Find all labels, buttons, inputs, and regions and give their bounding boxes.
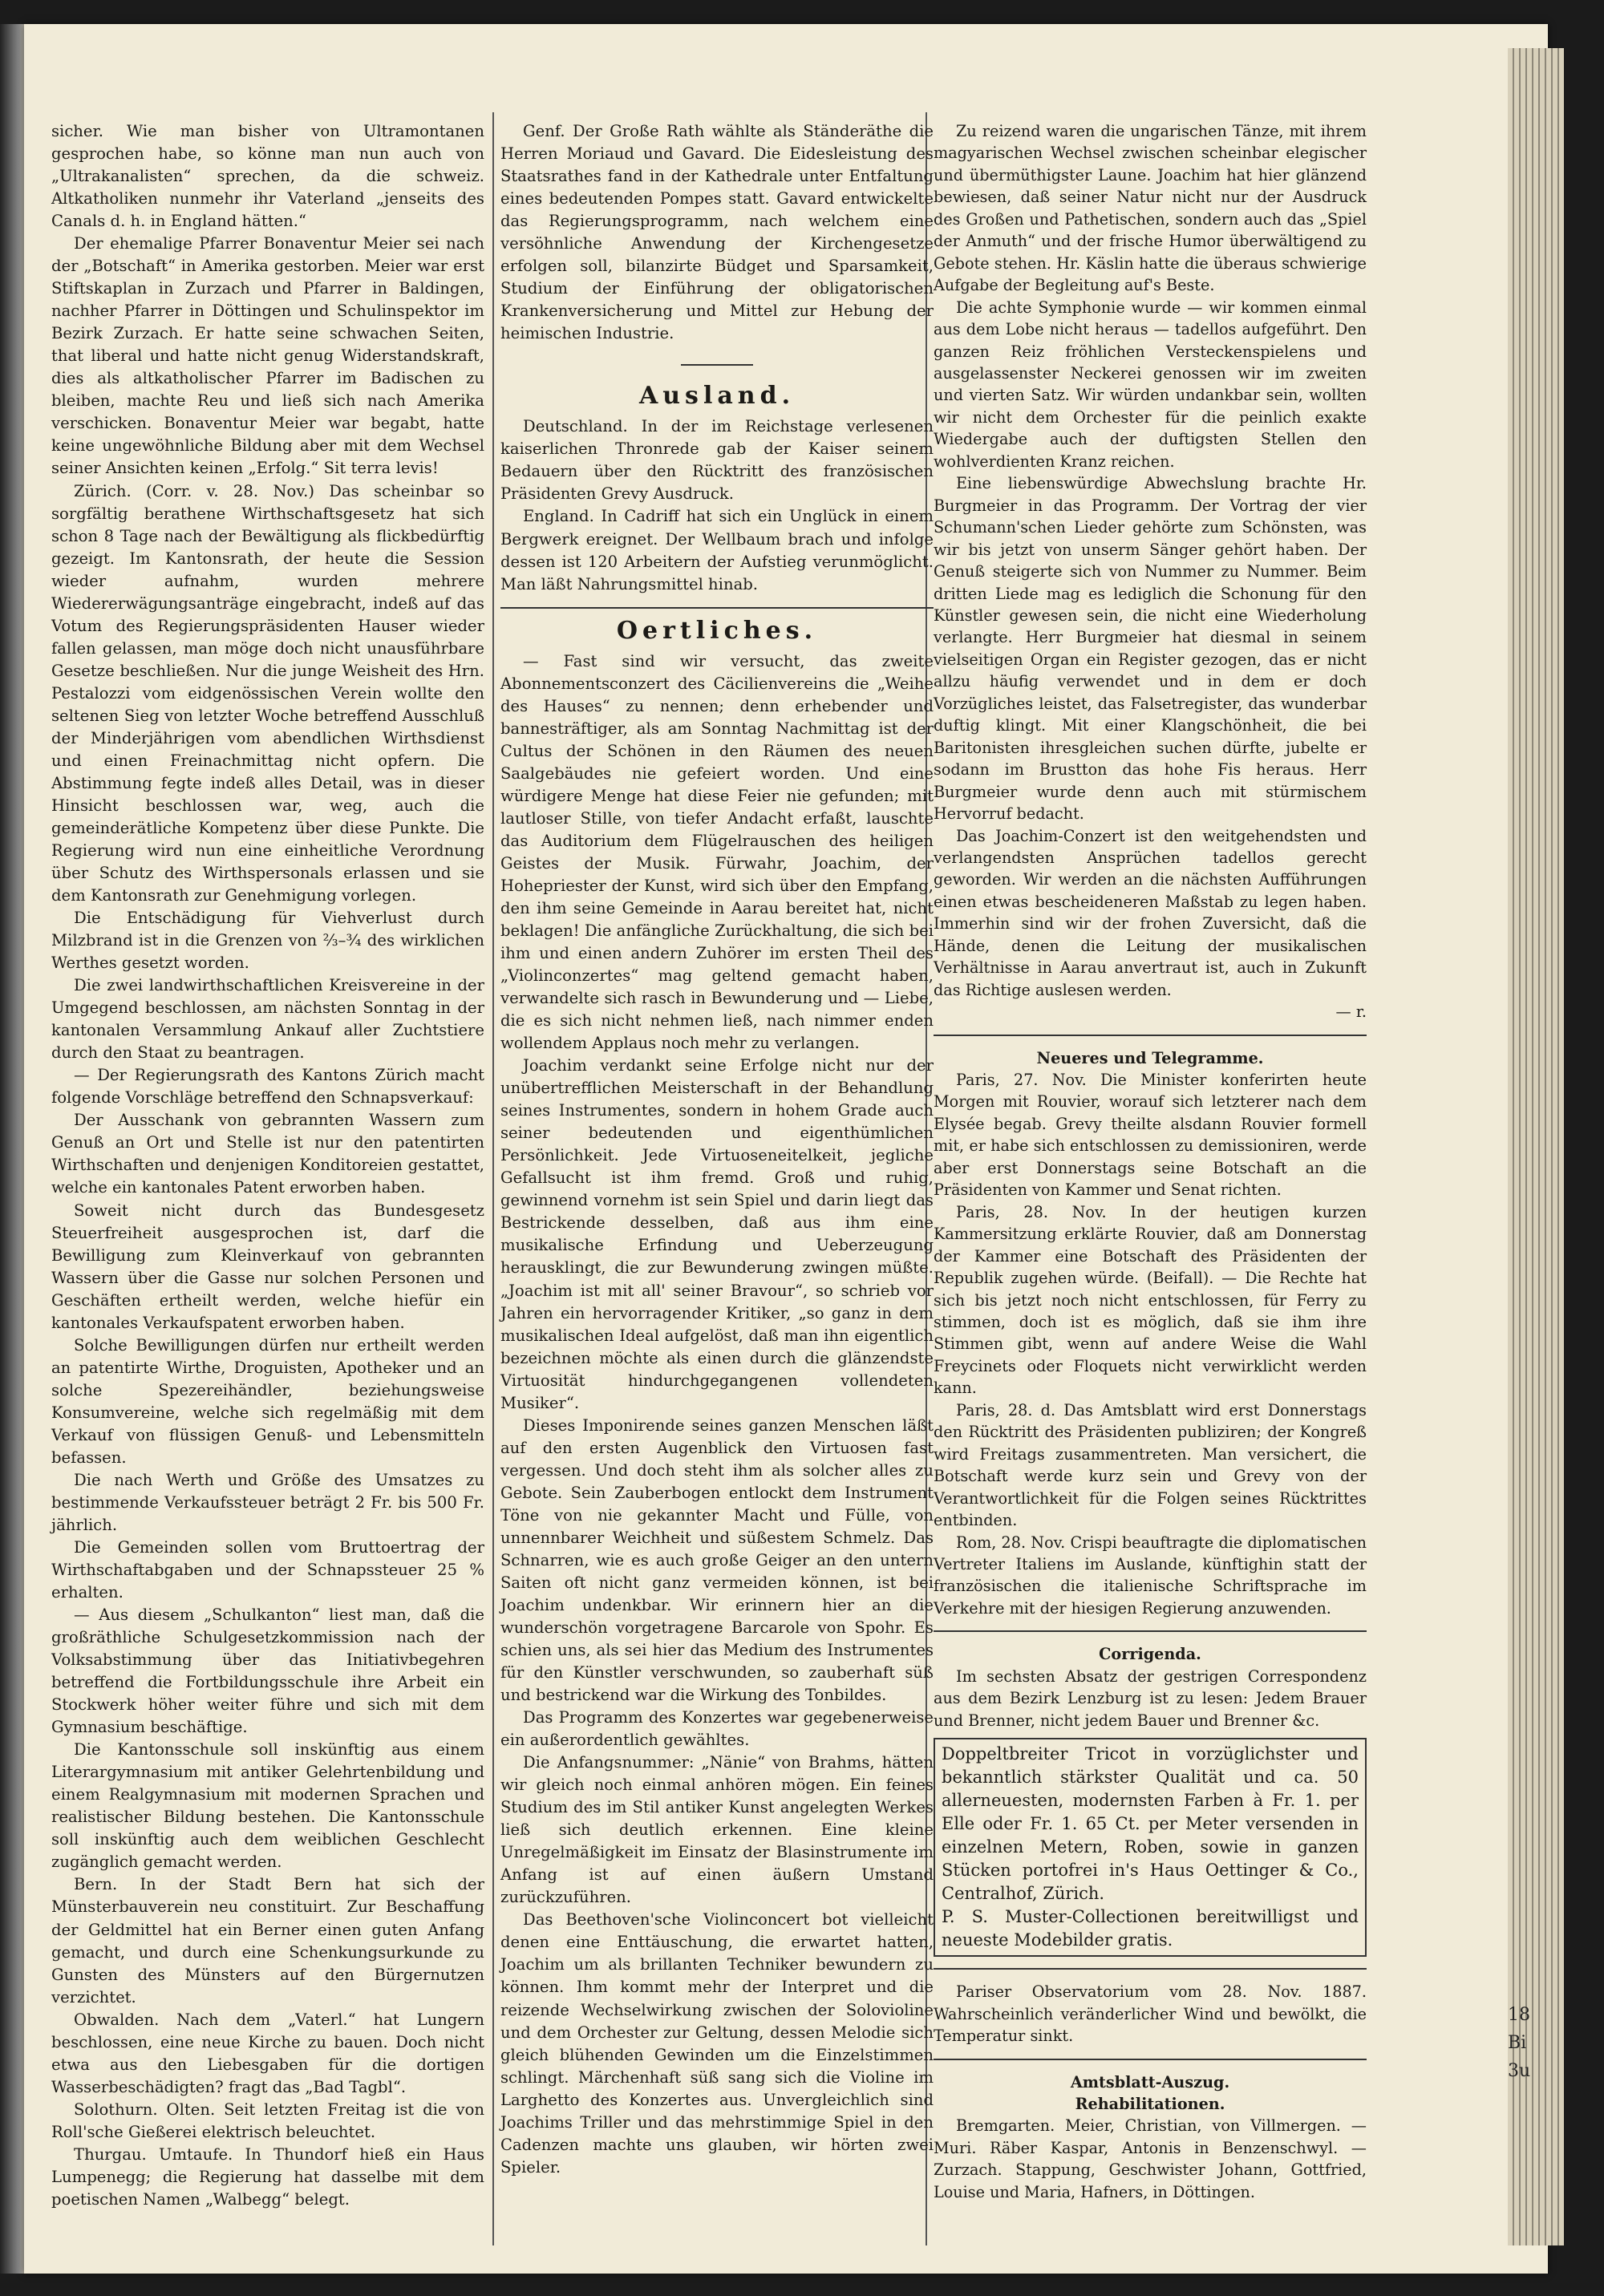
article-thurgau: Thurgau. Umtaufe. In Thundorf hieß ein Haus Lumpenegg; die Regierung hat dasselbe mit dem poetischen Namen „Walbegg“ belegt. [51,2144,484,2209]
article-solothurn: Solothurn. Olten. Seit letzten Freitag ist die von Roll'sche Gießerei elektrisch beleuchtet. [51,2100,484,2141]
page-edges [1508,48,1564,2245]
advertisement-tricot [934,1738,1367,1957]
article-milzbrand: Die Entschädigung für Viehverlust durch Milzbrand ist in die Grenzen von ⅔–¾ des wirklichen Werthes gesetzt worden. [51,909,484,973]
article-joachim-conzert: Das Joachim-Conzert ist den weitgehendsten und verlangendsten Ansprüchen tadellos gerecht geworden. Wir werden an die nächsten Aufführungen einen etwas bescheideneren Maßstab zu legen haben. Immerhin sind wir der frohen Zuversicht, daß die Hände, denen die Leitung der musikalischen Verhältnisse in Aarau anvertraut ist, auch in Zukunft das Richtige auslesen werden. [934,826,1367,999]
article-ausschank: Der Ausschank von gebrannten Wassern zum Genuß an Ort und Stelle ist nur den patentirten Wirthschaften und denjenigen Konditoreien gestattet, welche ein kantonales Patent erworben haben. [51,1111,484,1197]
separator [934,1035,1367,1036]
article-konzert: — Fast sind wir versucht, das zweite Abonnementsconzert des Cäcilienvereins die „Weihe des Hauses“ zu nennen; denn erhebender und bannesträftiger, als am Sonntag Nachmittag ist der Cultus der Schönen in den Räumen des neuen Saalgebäudes nie gefeiert worden. Und eine würdigere Menge hat diese Feier nie gefunden; mit lautloser Stille, von tiefer Andacht erfaßt, lauschte das Auditorium dem Flügelrauschen des heiligen Geistes der Musik. Fürwahr, Joachim, der Hohepriester der Kunst, wird sich über den Empfang, den ihm seine Gemeinde in Aarau bereitet hat, nicht beklagen! Die anfängliche Zurückhaltung, die sich bei ihm und einen andern Zuhörer im ersten Theil des „Violinconzertes“ mag geltend gemacht haben, verwandelte sich rasch in Bewunderung und — Liebe, die es sich nicht nehmen ließ, nach nimmer enden wollendem Applaus noch mehr zu verlangen. [500,651,934,1053]
article-genf: Genf. Der Große Rath wählte als Ständeräthe die Herren Moriaud und Gavard. Die Eidesleistung des Staatsrathes fand in der Kathedrale unter Entfaltung eines bedeutenden Pompes statt. Gavard entwickelte das Regierungsprogramm, nach welchem eine versöhnliche Anwendung der Kirchengesetze erfolgen soll, bilanzirte Büdget und Sparsamkeit, Studium der Einführung der obligatorischen Krankenversicherung und Mittel zur Hebung der heimischen Industrie. [500,122,934,343]
article-bewilligungen: Solche Bewilligungen dürfen nur ertheilt werden an patentirte Wirthe, Droguisten, Apotheker und an solche Spezereihändler, beziehungsweise Konsumvereine, welche sich regelmäßig mit dem Verkauf von flüssigen Genuß- und Lebensmitteln befassen. [51,1335,484,1467]
article-schnapsverkauf: — Der Regierungsrath des Kantons Zürich macht folgende Vorschläge betreffend den Schnapsverkauf: [51,1066,484,1108]
article-kleinverkauf: Soweit nicht durch das Bundesgesetz Steuerfreiheit ausgesprochen ist, darf die Bewilligung zum Kleinverkauf von gebrannten Wassern über die Gasse nur solchen Personen und Geschäften ertheilt werden, welche hiefür ein kantonales Verkaufspatent erworben haben. [51,1201,484,1332]
telegram-paris-27: Paris, 27. Nov. Die Minister konferirten heute Morgen mit Rouvier, worauf sich letzterer nach dem Elysée begab. Grevy theilte alsdann Rouvier formell mit, er habe sich entschlossen zu demissioniren, werde aber erst Donnerstags seine Botschaft an die Präsidenten von Kammer und Senat richten. [934,1071,1367,1200]
article-kreisvereine: Die zwei landwirthschaftlichen Kreisvereine in der Umgegend beschlossen, am nächsten Sonntag in der kantonalen Versammlung Ankauf aller Zuchtstiere durch den Staat zu beantragen. [51,976,484,1063]
separator [500,607,934,609]
separator [934,1968,1367,1970]
separator [934,2059,1367,2060]
article-bern: Bern. In der Stadt Bern hat sich der Münsterbauverein neu constituirt. Zur Beschaffung der Geldmittel hat ein Berner einen guten Anfang gemacht, und durch eine Schenkungsurkunde zu Gunsten des Münsters auf den Bürgernutzen verzichtet. [51,1875,484,2006]
article-obwalden: Obwalden. Nach dem „Vaterl.“ hat Lungern beschlossen, eine neue Kirche zu bauen. Doch nicht etwa aus den Liebesgaben für die dortigen Wasserbeschädigten? fragt das „Bad Tagbl“. [51,2010,484,2096]
article-verkaufssteuer: Die nach Werth und Größe des Umsatzes zu bestimmende Verkaufssteuer beträgt 2 Fr. bis 500 Fr. jährlich. [51,1470,484,1534]
article-ungarische-taenze: Zu reizend waren die ungarischen Tänze, mit ihrem magyarischen Wechsel zwischen scheinbar elegischer und übermüthigster Laune. Joachim hat hier glänzend bewiesen, daß seiner Natur nicht nur der Ausdruck des Großen und Pathetischen, sondern auch das „Spiel der Anmuth“ und der frische Humor überwältigend zu Gebote stehen. Hr. Käslin hatte die überaus schwierige Aufgabe der Begleitung auf's Beste. [934,122,1367,295]
author-signature: — r. [1335,1002,1367,1022]
section-heading-neueres: Neueres und Telegramme. [1036,1048,1264,1067]
section-heading-ausland: Ausland. [638,382,796,411]
section-heading-corrigenda: Corrigenda. [1099,1645,1201,1664]
separator [681,364,753,366]
article-joachim: Joachim verdankt seine Erfolge nicht nur der unübertrefflichen Meisterschaft in der Behandlung seines Instrumentes, sondern in hohem Grade auch seiner bedeutenden und eigenthümlichen Persönlichkeit. Jede Virtuoseneitelkeit, jegliche Gefallsucht ist ihm fremd. Groß und ruhig, gewinnend vornehm ist sein Spiel und darin liegt das Bestrickende desselben, daß aus ihm eine musikalische Erfindung und Ueberzeugung herausklingt, die zur Bewunderung zwingen müßte. „Joachim ist mit all' seiner Bravour“, so schrieb vor Jahren ein hervorragender Kritiker, „so ganz in dem musikalischen Ideal aufgelöst, daß man ihn eigentlich bezeichnen möchte als einen durch die glänzendste Virtuosität hindurchgegangenen vollendeten Musiker“. [500,1056,934,1412]
telegram-paris-28b: Paris, 28. d. Das Amtsblatt wird erst Donnerstags den Rücktritt des Präsidenten publiziren; der Kongreß wird Freitags zusammentreten. Man versichert, die Botschaft werde kurz sein und Grevy von der Verantwortlichkeit für die Folgen seines Rücktrittes entbinden. [934,1400,1367,1530]
separator [934,1630,1367,1632]
column-divider-1 [492,112,494,2245]
margin-mark: 3u [1508,2061,1531,2081]
article-england: England. In Cadriff hat sich ein Unglück in einem Bergwerk ereignet. Der Wellbaum brach und infolge dessen ist 120 Arbeitern der Aufstieg verunmöglicht. Man läßt Nahrungsmittel hinab. [500,507,934,593]
column-3 [934,120,1367,2203]
article-corrigenda: Im sechsten Absatz der gestrigen Correspondenz aus dem Bezirk Lenzburg ist zu lesen: Jedem Brauer und Brenner, nicht jedem Bauer und Brenner &c. [934,1666,1367,1730]
article-beethoven: Das Beethoven'sche Violinconcert bot vielleicht denen eine Enttäuschung, die erwartet hatten, Joachim um als brillanten Techniker bewundern zu können. Ihm kommt mehr der Interpret und die reizende Wechselwirkung zwischen der Solovioline und dem Orchester zur Geltung, dessen Melodie sich gleich blühenden Gewinden um die Einzelstimmen schlingt. Märchenhaft süß sang sich die Violine im Larghetto des Konzertes aus. Unvergleichlich sind Joachims Triller und das mehrstimmige Spiel in den Cadenzen machte uns glauben, wir hörten zwei Spieler. [500,1910,934,2177]
article-naenie: Die Anfangsnummer: „Nänie“ von Brahms, hätten wir gleich noch einmal anhören mögen. Ein feines Studium des im Stil antiker Kunst angelegten Werkes ließ sich deutlich erkennen. Eine kleine Unregelmäßigkeit im Einsatz der Blasinstrumente im Anfang ist auf einen äußern Umstand zurückzuführen. [500,1753,934,1907]
weather-report: Pariser Observatorium vom 28. Nov. 1887. Wahrscheinlich veränderlicher Wind und bewölkt, die Temperatur sinkt. [934,1982,1367,2046]
article-schulkanton: — Aus diesem „Schulkanton“ liest man, daß die großräthliche Schulgesetzkommission nach der Volksabstimmung über das Initiativbegehren betreffend die Fortbildungsschule ihre Arbeit ein Stockwerk höher weiter führe und sich mit dem Gymnasium beschäftige. [51,1606,484,1737]
margin-mark: 18 [1508,2005,1530,2025]
column-1 [51,120,484,2211]
article-deutschland: Deutschland. In der im Reichstage verlesenen kaiserlichen Thronrede gab der Kaiser seinem Bedauern über den Rücktritt des französischen Präsidenten Grevy Ausdruck. [500,417,934,504]
article-programm: Das Programm des Konzertes war gegebenerweise ein außerordentlich gewähltes. [500,1708,934,1750]
article-burgmeier: Eine liebenswürdige Abwechslung brachte Hr. Burgmeier in das Programm. Der Vortrag der vier Schumann'schen Lieder gehörte zum Schönsten, was wir bis jetzt von unserm Sänger gehört haben. Der Genuß steigerte sich von Nummer zu Nummer. Beim dritten Liede mag es lediglich die Schonung für den Künstler gewesen sein, die nicht eine Wiederholung verlangte. Herr Burgmeier hat diesmal in seinem vielseitigen Organ ein Register gezogen, das er nicht allzu häufig verwendet und in dem er doch Vorzügliches leistet, das Falsetregister, das wunderbar duftig klingt. Mit einer Klangschönheit, die bei Baritonisten ihresgleichen suchen dürfte, jubelte er sodann im Brustton das hohe Fis heraus. Herr Burgmeier wurde denn auch mit stürmischem Hervorruf bedacht. [934,474,1367,824]
telegram-paris-28: Paris, 28. Nov. In der heutigen kurzen Kammersitzung erklärte Rouvier, daß am Donnerstag der Kammer eine Botschaft des Präsidenten der Republik zugehen würde. (Beifall). — Die Rechte hat sich bis jetzt noch nicht entschlossen, für Ferry zu stimmen, doch ist es möglich, daß sie ihm ihre Stimmen gibt, wenn auf andere Weise die Wahl Freycinets oder Floquets nicht verwirklicht werden kann. [934,1202,1367,1398]
article-imponirende: Dieses Imponirende seines ganzen Menschen läßt auf den ersten Augenblick den Virtuosen fast vergessen. Und doch steht ihm als solcher alles zu Gebote. Sein Zauberbogen entlockt dem Instrument Töne von nie gekannter Macht und Fülle, von unnennbarer Weichheit und süßestem Schmelz. Das Schnarren, wie es auch große Geiger an den untern Saiten oft nicht ganz vermeiden können, ist bei Joachim undenkbar. Wir erinnern hier an die wunderschön vorgetragene Barcarole von Spohr. Es schien uns, als sei hier das Medium des Instrumentes für den Künstler verschwunden, so zauberhaft süß und bestrickend war die Wirkung des Tonbildes. [500,1415,934,1705]
article-rehabilitationen: Bremgarten. Meier, Christian, von Villmergen. — Muri. Räber Kaspar, Antonis in Benzenschwyl. — Zurzach. Stappung, Geschwister Johann, Gottfried, Louise und Maria, Hafners, in Döttingen. [934,2116,1367,2201]
article-bonaventur-meier: Der ehemalige Pfarrer Bonaventur Meier sei nach der „Botschaft“ in Amerika gestorben. Meier war erst Stiftskaplan in Zurzach und Pfarrer in Baldingen, nachher Pfarrer in Döttingen und Schulinspektor im Bezirk Zurzach. Er hatte seine schwachen Seiten, that liberal und hatte nicht genug Widerstandskraft, dies als altkatholischer Pfarrer im Badischen zu bleiben, machte Reu und ließ sich nach Amerika verschicken. Bonaventur Meier war begabt, hatte keine ungewöhnliche Bildung aber mit dem Wechsel seiner Ansichten keinen „Erfolg.“ Sit terra levis! [51,234,484,478]
article-gemeinden: Die Gemeinden sollen vom Bruttoertrag der Wirthschaftabgaben und der Schnapssteuer 25 % erhalten. [51,1537,484,1602]
margin-mark: Bi [1508,2033,1527,2053]
section-heading-oertliches: Oertliches. [616,616,818,645]
telegram-rom: Rom, 28. Nov. Crispi beauftragte die diplomatischen Vertreter Italiens im Auslande, künftighin statt der französischen die italienische Schriftsprache im Verkehre mit der hiesigen Regierung anzuwenden. [934,1533,1367,1618]
article-ultrakanalisten: sicher. Wie man bisher von Ultramontanen gesprochen habe, so könne man nun auch von „Ultrakanalisten“ sprechen, da die schweiz. Altkatholiken nunmehr ihr Vaterland „jenseits des Canals d. h. in England hätten.“ [51,122,484,231]
subheading-rehabilitationen: Rehabilitationen. [1075,2094,1225,2113]
section-heading-amtsblatt: Amtsblatt-Auszug. [1070,2072,1230,2092]
article-zuerich-wirthschaftsgesetz: Zürich. (Corr. v. 28. Nov.) Das scheinbar so sorgfältig berathene Wirthschaftsgesetz hat sich schon 8 Tage nach der Bewältigung als flickbedürftig gezeigt. Im Kantonsrath, der heute die Session wieder aufnahm, wurden mehrere Wiedererwägungsanträge eingebracht, indeß auf das Votum des Regierungspräsidenten Hauser wieder fallen gelassen, man möge doch nicht unausführbare Gesetze beschließen. Nur die junge Weisheit des Hrn. Pestalozzi vom eidgenössischen Verein wollte den seltenen Sieg von letzter Woche betreffend Ausschluß der Minderjährigen vom abendlichen Wirthsdienst und einen Freinachmittag nicht opfern. Die Abstimmung fegte indeß alles Detail, was in dieser Hinsicht beschlossen war, weg, auch die gemeinderätliche Kompetenz über diese Punkte. Die Regierung wird nun eine einheitliche Verordnung über Schutz des Wirthspersonals erlassen und sie dem Kantonsrath zur Genehmigung vorlegen. [51,481,484,905]
article-kantonsschule: Die Kantonsschule soll inskünftig aus einem Literargymnasium mit antiker Gelehrtenbildung und einem Realgymnasium mit modernen Sprachen und realistischer Bildung bestehen. Die Kantonsschule soll inskünftig auch dem weiblichen Geschlecht zugänglich gemacht werden. [51,1740,484,1872]
column-2 [500,120,934,2179]
book-spine [0,24,27,2274]
advertisement-text: Doppeltbreiter Tricot in vorzüglichster und bekanntlich stärkster Qualität und ca. 50 allerneuesten, modernsten Farben à Fr. 1. per Elle oder Fr. 1. 65 Ct. per Meter versenden in einzelnen Metern, Roben, sowie in ganzen Stücken portofrei in's Haus Oettinger & Co., Centralhof, Zürich. P. S. Muster-Collectionen bereitwilligst und neueste Modebilder gratis. [942,1744,1359,1950]
article-achte-symphonie: Die achte Symphonie wurde — wir kommen einmal aus dem Lobe nicht heraus — tadellos aufgeführt. Den ganzen Reiz fröhlichen Versteckenspielens und ausgelassenster Neckerei genossen wir im zweiten und vierten Satz. Wir würden undankbar sein, wollten wir nicht dem Orchester für die peinlich exakte Wiedergabe auch der duftigsten Stellen den wohlverdienten Kranz reichen. [934,298,1367,471]
